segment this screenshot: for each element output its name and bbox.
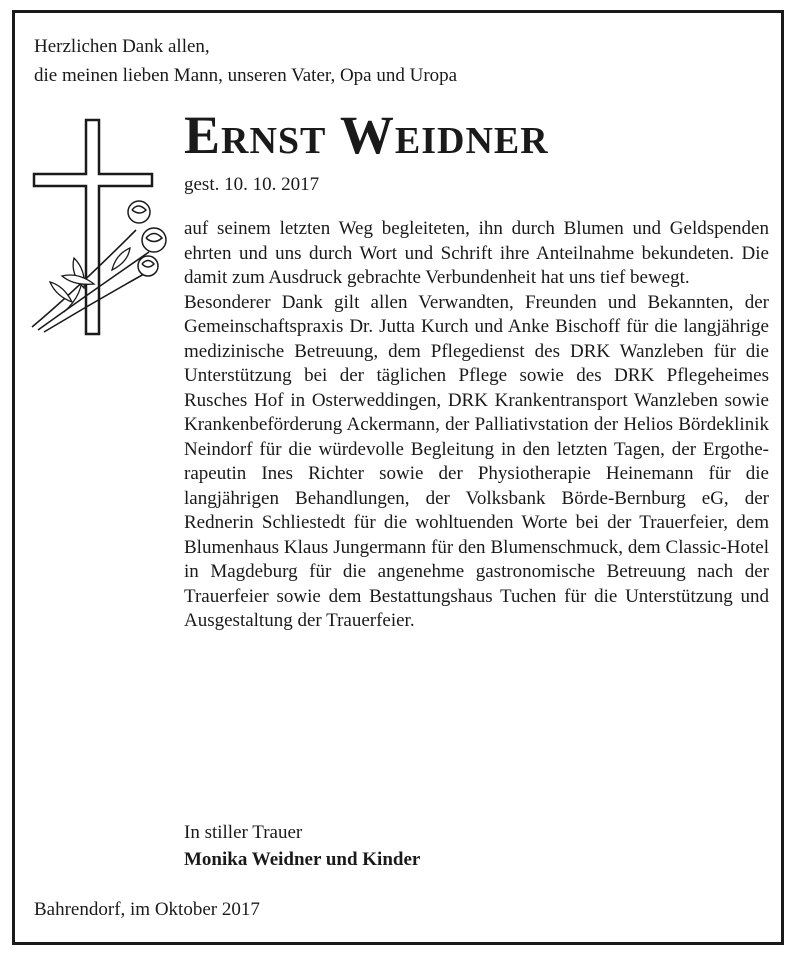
deceased-name: Ernst Weidner: [184, 105, 549, 165]
death-date: gest. 10. 10. 2017: [184, 174, 320, 195]
cross-with-roses-icon: [24, 112, 174, 347]
intro-line-1: Herzlichen Dank allen,: [34, 36, 210, 57]
place-and-date: Bahrendorf, im Oktober 2017: [34, 899, 260, 920]
intro-line-2: die meinen lieben Mann, unseren Vater, Opa und Uropa: [34, 65, 458, 86]
closing-block: [184, 819, 420, 873]
closing-line: In stiller Trauer: [184, 822, 303, 843]
signers: Monika Weidner und Kinder: [184, 849, 421, 870]
thanks-paragraph-2: Besonderer Dank gilt allen Verwandten, Freunden und Bekannten, der Gemeinschaftspraxis Dr. Jutta Kurch und Anke Bischoff für die langjährige medizinische Betreuung, dem Pflegedienst des DRK Wanzleben für die Unterstützung bei der täglichen Pflege sowie des DRK Pflegeheimes Rusches Hof in Osterweddingen, DRK Krankentransport Wanzleben sowie Krankenbeförderung Ackermann, der Palliativstation der Helios Bördeklinik Neindorf für die würdevolle Begleitung in den letzten Tagen, der Ergotherapeutin Ines Richter sowie der Physiotherapie Heinemann für die langjährigen Behandlungen, der Volksbank Börde-Bernburg eG, der Rednerin Schliestedt für die wohltuenden Worte bei der Trauerfeier, dem Blumenhaus Klaus Jungermann für den Blumenschmuck, dem Classic-Hotel in Magdeburg für die angenehme gastronomische Betreuung nach der Trauerfeier sowie dem Bestattungshaus Tuchen für die Unterstützung und Ausgestaltung der Trauerfeier.: [184, 291, 769, 631]
intro-text: [34, 32, 457, 90]
thanks-paragraph-1: auf seinem letzten Weg begleiteten, ihn durch Blumen und Geldspenden ehrten und uns durch Wort und Schrift ihre Anteilnahme bekundeten. Die damit zum Ausdruck gebrachte Verbundenheit hat uns tief bewegt.: [184, 218, 769, 288]
thank-you-text: [184, 217, 769, 634]
